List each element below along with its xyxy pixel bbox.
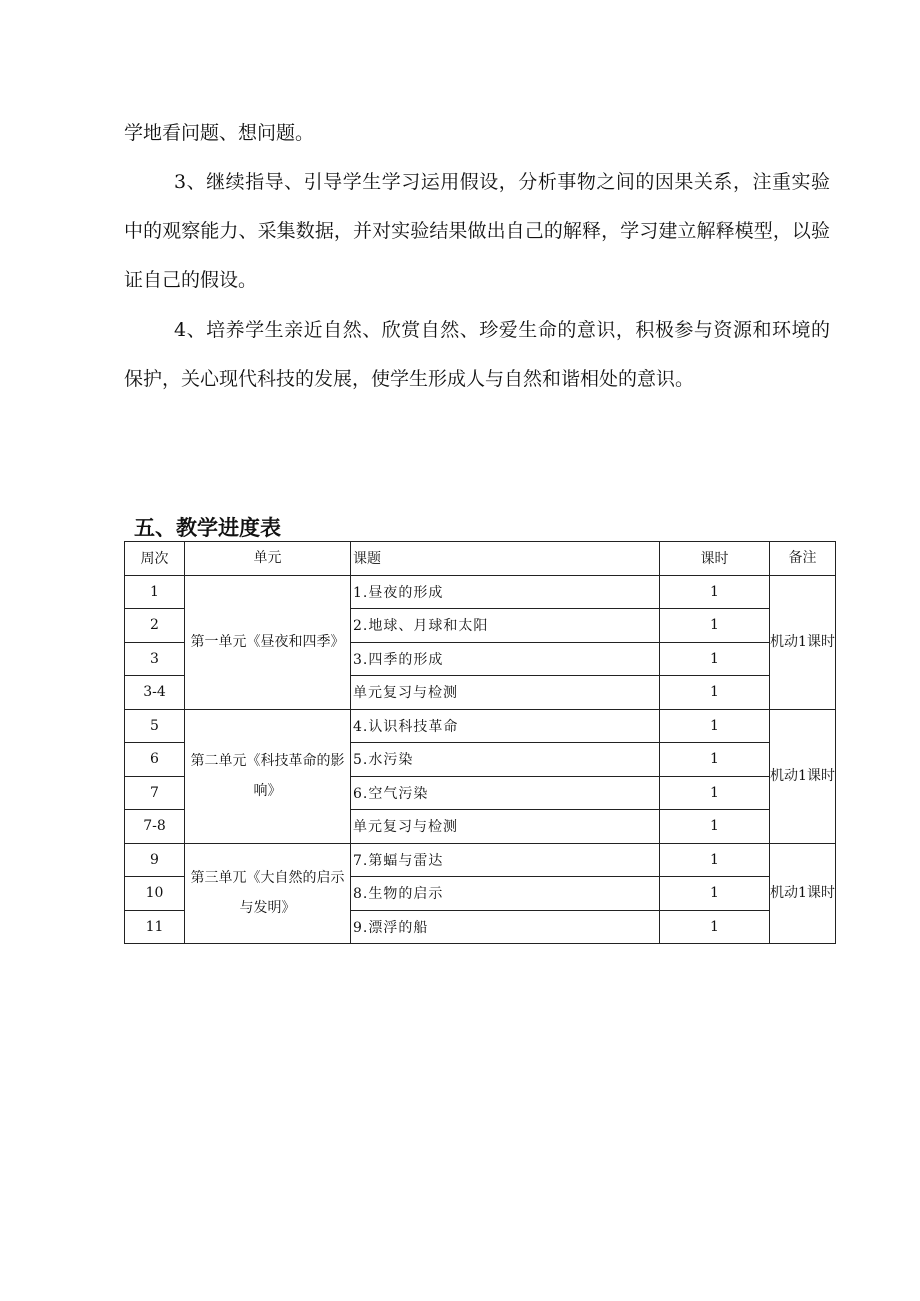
topic-cell: 单元复习与检测 (351, 676, 660, 710)
table-row (125, 709, 836, 743)
table-row (125, 843, 836, 877)
hours-cell: 1 (660, 642, 770, 676)
hours-cell: 1 (660, 609, 770, 643)
topic-cell: 1.昼夜的形成 (351, 575, 660, 609)
week-cell: 6 (125, 743, 185, 777)
header-unit: 单元 (185, 542, 351, 576)
hours-cell: 1 (660, 877, 770, 911)
section-title: 五、教学进度表 (134, 516, 281, 540)
note-cell: 机动1课时 (770, 709, 836, 843)
week-cell: 3-4 (125, 676, 185, 710)
hours-cell: 1 (660, 709, 770, 743)
week-cell: 3 (125, 642, 185, 676)
paragraph-3: 4、培养学生亲近自然、欣赏自然、珍爱生命的意识，积极参与资源和环境的保护，关心现代科技的发展，使学生形成人与自然和谐相处的意识。 (124, 319, 830, 390)
unit-cell: 第三单兀《大自然的启示与发明》 (185, 843, 351, 944)
hours-cell: 1 (660, 843, 770, 877)
header-note: 备注 (770, 542, 836, 576)
week-cell: 7-8 (125, 810, 185, 844)
week-cell: 11 (125, 910, 185, 944)
topic-cell: 2.地球、月球和太阳 (351, 609, 660, 643)
week-cell: 2 (125, 609, 185, 643)
topic-cell: 5.水污染 (351, 743, 660, 777)
unit-cell: 第一单元《昼夜和四季》 (185, 575, 351, 709)
week-cell: 5 (125, 709, 185, 743)
note-cell: 机动1课时 (770, 575, 836, 709)
hours-cell: 1 (660, 910, 770, 944)
topic-cell: 4.认识科技革命 (351, 709, 660, 743)
week-cell: 9 (125, 843, 185, 877)
header-week: 周次 (125, 542, 185, 576)
paragraph-1: 学地看问题、想问题。 (124, 122, 315, 144)
hours-cell: 1 (660, 776, 770, 810)
hours-cell: 1 (660, 743, 770, 777)
topic-cell: 单元复习与检测 (351, 810, 660, 844)
topic-cell: 6.空气污染 (351, 776, 660, 810)
week-cell: 7 (125, 776, 185, 810)
topic-cell: 8.生物的启示 (351, 877, 660, 911)
topic-cell: 9.漂浮的船 (351, 910, 660, 944)
teaching-schedule-table (124, 541, 836, 944)
table-row (125, 575, 836, 609)
topic-cell: 7.第蝠与雷达 (351, 843, 660, 877)
hours-cell: 1 (660, 575, 770, 609)
table-header-row (125, 542, 836, 576)
week-cell: 10 (125, 877, 185, 911)
paragraph-2: 3、继续指导、引导学生学习运用假设，分析事物之间的因果关系，注重实验中的观察能力、采集数据，并对实验结果做出自己的解释，学习建立解释模型，以验证自己的假设。 (124, 171, 830, 291)
topic-cell: 3.四季的形成 (351, 642, 660, 676)
header-topic: 课题 (351, 542, 660, 576)
header-hours: 课时 (660, 542, 770, 576)
note-cell: 机动1课时 (770, 843, 836, 944)
hours-cell: 1 (660, 676, 770, 710)
unit-cell: 第二单元《科技革命的影响》 (185, 709, 351, 843)
week-cell: 1 (125, 575, 185, 609)
hours-cell: 1 (660, 810, 770, 844)
